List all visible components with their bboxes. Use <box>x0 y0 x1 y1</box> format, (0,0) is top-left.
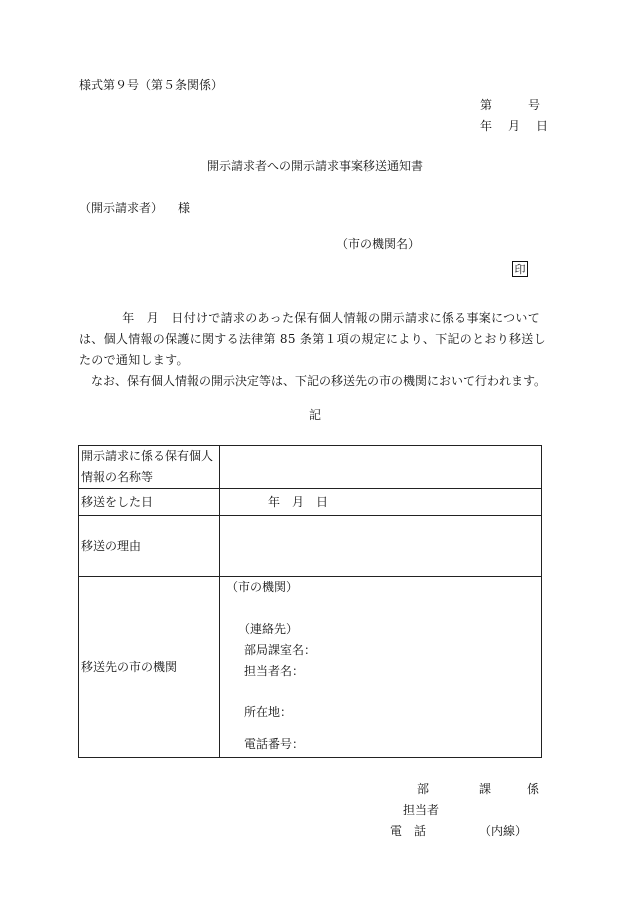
transfer-date-text: 年 月 日 <box>268 494 329 509</box>
footer-department: 部 <box>417 782 430 796</box>
notice-body <box>79 308 554 392</box>
addressee-label: （開示請求者） <box>79 201 164 215</box>
document-number-prefix: 第 <box>480 98 493 112</box>
table-row <box>79 577 542 758</box>
footer-extension-label: （内線） <box>479 824 528 838</box>
footer-unit: 係 <box>527 782 540 796</box>
issue-date <box>480 120 548 132</box>
destination-agency-value[interactable] <box>220 577 542 758</box>
issue-date-year: 年 <box>480 119 493 133</box>
footer-phone-label: 電 話 <box>390 824 427 838</box>
form-number: 様式第９号（第５条関係） <box>79 78 224 92</box>
table-row <box>79 446 542 489</box>
destination-agency-label: 移送先の市の機関 <box>79 577 220 758</box>
document-number-suffix: 号 <box>528 98 541 112</box>
info-name-value[interactable] <box>220 446 542 489</box>
transfer-date-label: 移送をした日 <box>79 489 220 516</box>
destination-agency-name: （市の機関） <box>226 580 299 594</box>
transfer-reason-value[interactable] <box>220 516 542 577</box>
ki-heading: 記 <box>308 408 321 422</box>
destination-person-label: 担当者名： <box>244 664 305 678</box>
destination-phone-label: 電話番号： <box>244 737 305 751</box>
issue-date-day: 日 <box>536 119 549 133</box>
notice-paragraph-1: 年 月 日付けで請求のあった保有個人情報の開示請求に係る事案については、個人情報の保護に関する法律第 85 条第１項の規定により、下記のとおり移送したので通知します。 <box>79 311 546 367</box>
destination-address-label: 所在地： <box>244 705 293 719</box>
notice-paragraph-2: なお、保有個人情報の開示決定等は、下記の移送先の市の機関において行われます。 <box>91 374 547 388</box>
sender-agency-label: （市の機関名） <box>336 237 421 251</box>
transfer-date-value[interactable] <box>220 489 542 516</box>
seal-mark: 印 <box>512 261 528 277</box>
destination-dept-label: 部局課室名： <box>244 643 317 657</box>
transfer-details-table <box>78 445 542 758</box>
info-name-label: 開示請求に係る保有個人情報の名称等 <box>79 446 220 489</box>
table-row <box>79 516 542 577</box>
transfer-reason-label: 移送の理由 <box>79 516 220 577</box>
addressee-honorific: 様 <box>178 201 191 215</box>
document-title: 開示請求者への開示請求事案移送通知書 <box>206 159 423 173</box>
table-row <box>79 489 542 516</box>
issue-date-month: 月 <box>508 119 521 133</box>
footer-staff-label: 担当者 <box>403 803 440 817</box>
destination-contact-heading: （連絡先） <box>238 622 299 636</box>
footer-section: 課 <box>479 782 492 796</box>
